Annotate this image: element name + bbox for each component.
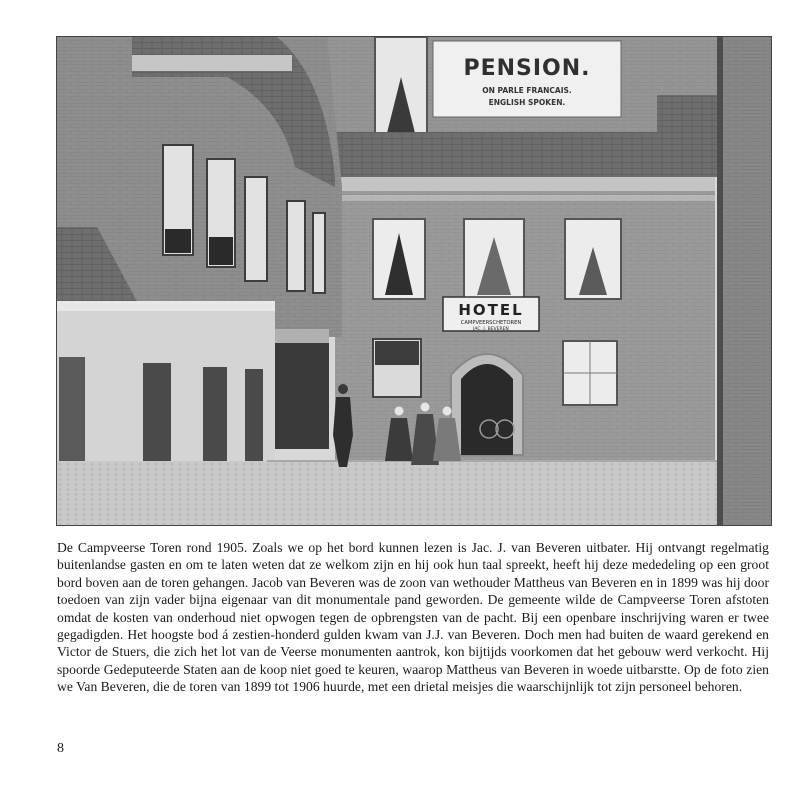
right-roof: [657, 95, 717, 177]
hotel-sign-title: HOTEL: [458, 301, 524, 319]
page-number: 8: [57, 741, 64, 756]
historical-photo: [56, 36, 772, 526]
hotel-sign-line1: CAMPVEERSCHETOREN: [460, 320, 522, 326]
hotel-sign: [443, 297, 539, 332]
pension-sign-line2: ENGLISH SPOKEN.: [488, 98, 566, 107]
gateway: [271, 329, 329, 449]
pension-sign: [433, 41, 621, 117]
caption-text: De Campveerse Toren rond 1905. Zoals we op het bord kunnen lezen is Jac. J. van Beveren uitbater. Hij ontvangt regelmatig buitenlandse gasten en om te laten weten dat ze welkom zijn en hij ook hun taal spreekt, heeft hij deze mededeling op een groot bord boven aan de toren gehangen. Jacob van Beveren was de zoon van wethouder Mattheus van Beveren en in 1899 was hij door toedoen van zijn vader bijna eigenaar van dit monumentale pand geworden. De gemeente wilde de Campveerse Toren afstoten omdat de kosten van onderhoud niet opwogen tegen de opbrengsten van de pacht. Bij een openbare inschrijving waren er twee gegadigden. Het hoogste bod á zestien-honderd gulden kwam van J.J. van Beveren. Doch men had buiten de waard gerekend en Victor de Stuers, die zich het lot van de Veerse monumenten aantrok, kon bijtijds voorkomen dat het gebouw werd verkocht. Hij spoorde Gedeputeerde Staten aan de koop niet goed te keuren, waarop Mattheus van Beveren in woede uitbarstte. Op de foto zien we Van Beveren, die de toren van 1899 tot 1906 huurde, met een drietal meisjes die waarschijnlijk tot zijn personeel behoren.: [57, 540, 769, 695]
photo-caption: [57, 539, 769, 696]
center-roof: [325, 132, 665, 182]
hotel-sign-line2: JAC. J. BEVEREN: [473, 327, 509, 332]
pension-sign-line1: ON PARLE FRANCAIS.: [482, 86, 572, 95]
hotel-arched-door: [451, 354, 523, 455]
pension-sign-title: PENSION.: [463, 56, 591, 81]
cobblestone-street: [57, 461, 717, 525]
